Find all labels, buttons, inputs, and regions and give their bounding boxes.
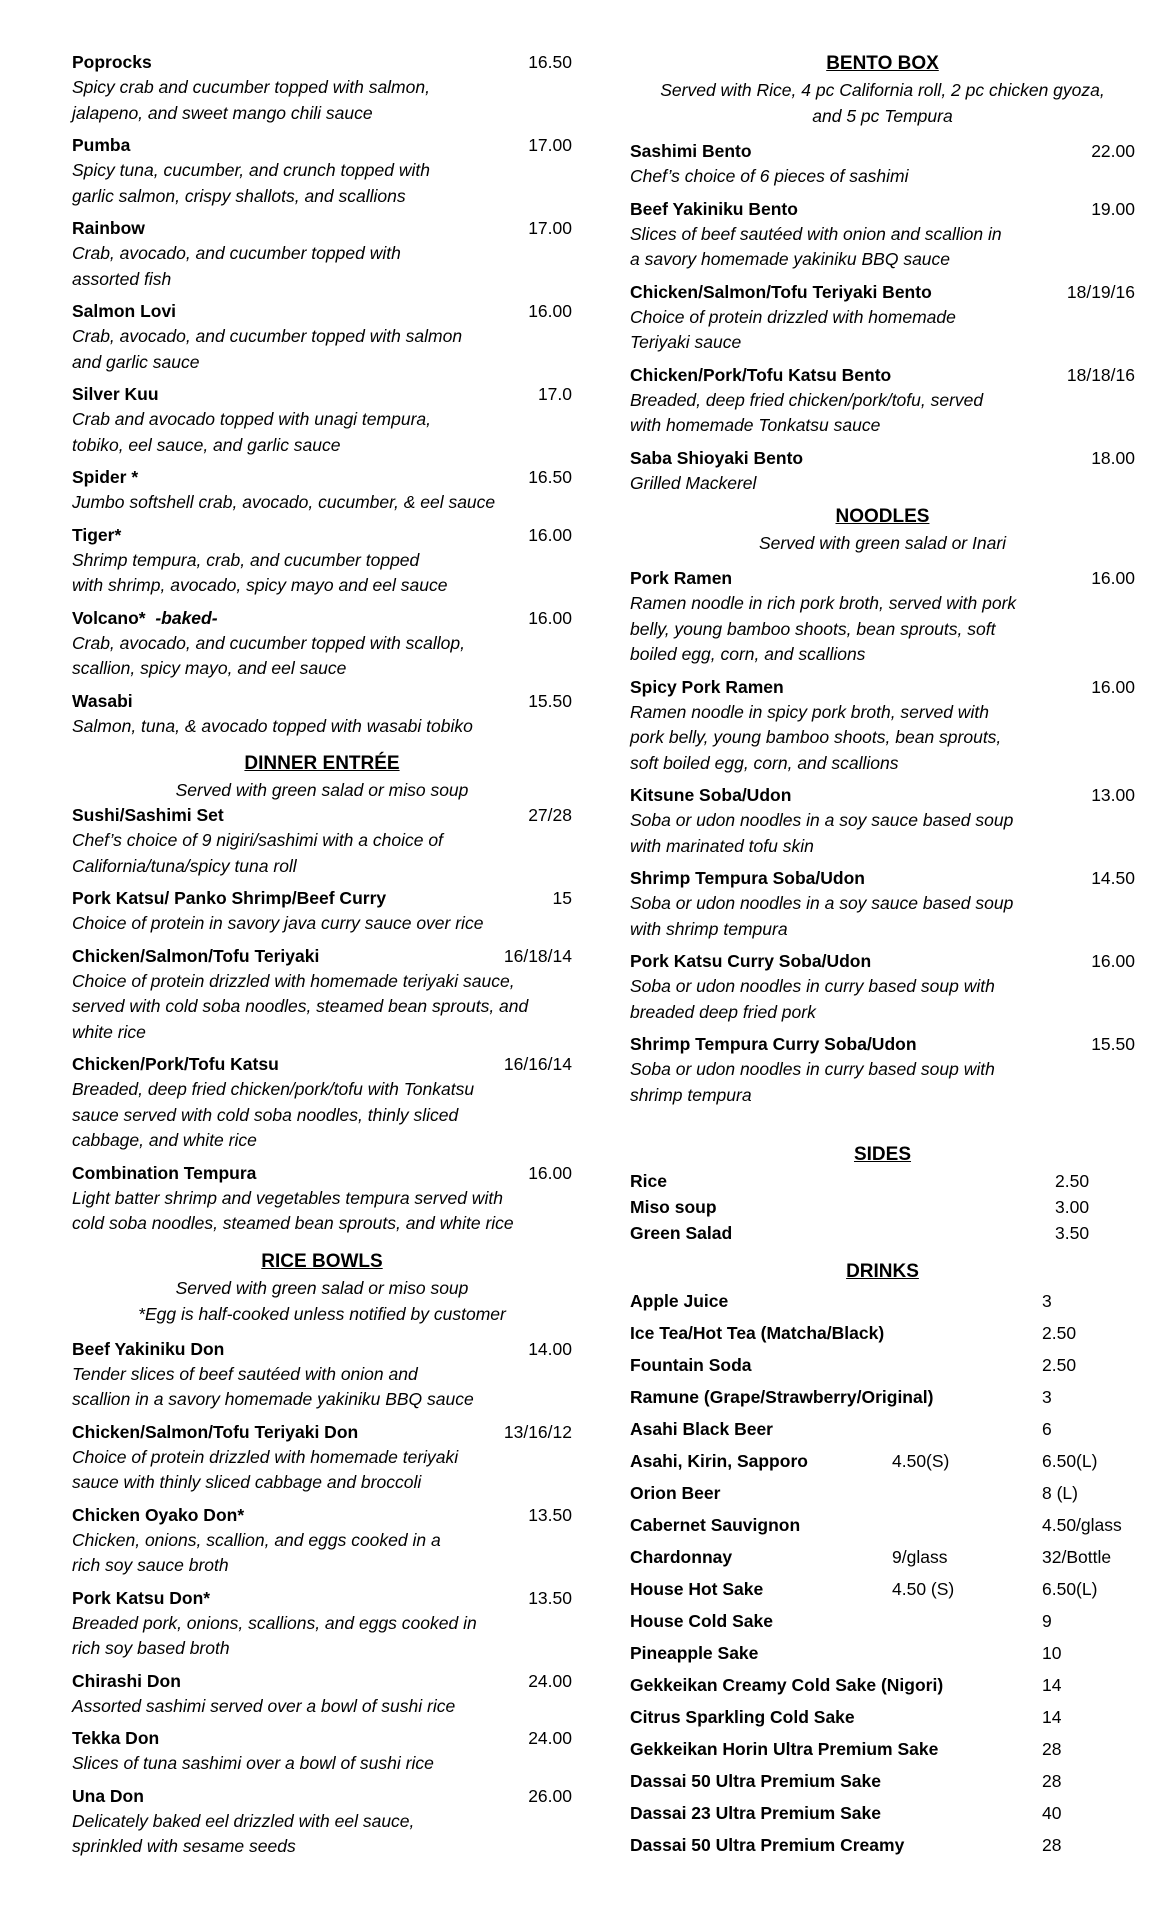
menu-item-description: Light batter shrimp and vegetables tempura served with — [72, 1187, 503, 1208]
menu-item-name: Una Don — [72, 1785, 144, 1806]
drink-item — [630, 1733, 1135, 1765]
menu-item-description: rich soy sauce broth — [72, 1555, 229, 1575]
menu-item-description: Slices of beef sautéed with onion and scallion in — [630, 223, 1002, 244]
menu-item-name: Pork Katsu Don* — [72, 1587, 211, 1608]
menu-item — [630, 197, 1135, 273]
menu-item-price: 13/16/12 — [503, 1421, 572, 1442]
menu-item-price: 19.00 — [1091, 198, 1135, 219]
menu-item-description: Soba or udon noodles in a soy sauce based soup — [630, 810, 1014, 830]
menu-item-price: 13.50 — [528, 1587, 572, 1608]
menu-item-header — [72, 803, 572, 828]
menu-item-header — [72, 523, 572, 548]
menu-item-price: 16.00 — [1091, 568, 1135, 588]
menu-item-header — [630, 363, 1135, 388]
menu-item-price: 15 — [552, 888, 572, 908]
menu-item-header — [72, 689, 572, 714]
menu-item-header — [72, 1420, 572, 1445]
menu-item-description: Breaded, deep fried chicken/pork/tofu with Tonkatsu — [72, 1079, 475, 1099]
menu-item-name: Volcano* -baked- — [72, 607, 218, 628]
menu-item-description: Chef’s choice of 6 pieces of sashimi — [630, 166, 909, 186]
menu-item-price: 16.00 — [528, 607, 572, 628]
menu-item-description: Salmon, tuna, & avocado topped with wasabi tobiko — [72, 715, 473, 736]
dinner-list — [72, 803, 572, 1237]
drink-item-price: 28 — [1042, 1835, 1062, 1855]
menu-item — [72, 606, 572, 682]
drink-item-small-price — [892, 1349, 1042, 1381]
menu-item-description: Soba or udon noodles in a soy sauce based soup — [630, 893, 1014, 913]
menu-item-description: rich soy based broth — [72, 1638, 230, 1658]
menu-item-name: Beef Yakiniku Don — [72, 1338, 225, 1359]
drink-item — [630, 1381, 1135, 1413]
menu-item-description: with shrimp tempura — [630, 918, 788, 939]
menu-item-name: Sushi/Sashimi Set — [72, 805, 224, 825]
menu-item-description: Spicy crab and cucumber topped with salmon, — [72, 77, 430, 97]
menu-item-header — [72, 1052, 572, 1077]
menu-item-header — [72, 1161, 572, 1186]
menu-item-header — [72, 465, 572, 490]
drink-item-price: 6 — [1042, 1419, 1052, 1439]
menu-item-header — [630, 675, 1135, 700]
drink-item-price: 28 — [1042, 1771, 1062, 1791]
drink-item-price: 2.50 — [1042, 1355, 1077, 1375]
drinks-title: DRINKS — [846, 1261, 919, 1282]
menu-item-description: shrimp tempura — [630, 1084, 752, 1105]
menu-item-price: 17.00 — [528, 135, 572, 155]
right-column — [630, 50, 1135, 1861]
menu-item-description: Crab, avocado, and cucumber topped with salmon — [72, 326, 463, 346]
drink-item-name: Apple Juice — [630, 1291, 729, 1311]
drink-item-name: Gekkeikan Creamy Cold Sake (Nigori) — [630, 1675, 944, 1695]
menu-item-description: breaded deep fried pork — [630, 1001, 816, 1022]
drink-item-name: Asahi, Kirin, Sapporo — [630, 1451, 808, 1471]
menu-item-name: Silver Kuu — [72, 384, 159, 404]
drink-item — [630, 1349, 1135, 1381]
rice-bowls-subtitle-2: *Egg is half-cooked unless notified by customer — [138, 1303, 506, 1324]
rice-bowls-subtitle-1: Served with green salad or miso soup — [175, 1277, 469, 1298]
menu-item-name: Spider * — [72, 467, 139, 487]
menu-item-price: 18/19/16 — [1066, 281, 1135, 302]
drink-item-name: Pineapple Sake — [630, 1643, 759, 1663]
menu-item — [72, 1669, 572, 1720]
bento-list — [630, 139, 1135, 496]
menu-item-description: Crab, avocado, and cucumber topped with — [72, 243, 401, 263]
menu-item-description: Choice of protein in savory java curry sauce over rice — [72, 913, 484, 933]
menu-item-name: Shrimp Tempura Soba/Udon — [630, 868, 865, 888]
menu-item-price: 13.00 — [1091, 785, 1135, 805]
left-column — [72, 50, 572, 1867]
drink-item-price: 6.50(L) — [1042, 1579, 1098, 1599]
drink-item — [630, 1573, 1135, 1605]
drink-item-price: 2.50 — [1042, 1323, 1077, 1343]
menu-item-description: belly, young bamboo shoots, bean sprouts, soft — [630, 618, 996, 639]
drink-item-price: 6.50(L) — [1042, 1451, 1098, 1471]
menu-item-header — [72, 1784, 572, 1809]
menu-item — [72, 1052, 572, 1154]
menu-item-header — [72, 606, 572, 631]
menu-item-name: Combination Tempura — [72, 1162, 257, 1183]
drink-item-name: Dassai 50 Ultra Premium Sake — [630, 1771, 881, 1791]
menu-item-header — [630, 566, 1135, 591]
side-item-name: Rice — [630, 1171, 667, 1191]
menu-item-description: white rice — [72, 1021, 146, 1042]
dinner-subtitle: Served with green salad or miso soup — [175, 780, 469, 800]
menu-item-name: Chicken/Salmon/Tofu Teriyaki Bento — [630, 281, 932, 302]
menu-item-description: Delicately baked eel drizzled with eel sauce, — [72, 1810, 415, 1831]
bento-subtitle-1: Served with Rice, 4 pc California roll, 2 pc chicken gyoza, — [660, 80, 1105, 100]
menu-item-description: served with cold soba noodles, steamed bean sprouts, and — [72, 996, 529, 1016]
menu-item-name: Tiger* — [72, 524, 122, 545]
side-item-name: Green Salad — [630, 1223, 733, 1243]
drink-item-name: Citrus Sparkling Cold Sake — [630, 1707, 855, 1727]
menu-item-description: cabbage, and white rice — [72, 1130, 257, 1150]
menu-item-header — [72, 886, 572, 911]
menu-item-header — [630, 1032, 1135, 1057]
drink-item-price: 3 — [1042, 1291, 1052, 1311]
drink-item-price: 9 — [1042, 1611, 1052, 1631]
sides-title: SIDES — [853, 1144, 912, 1165]
menu-item-name: Pumba — [72, 135, 131, 155]
menu-item-description: with marinated tofu skin — [630, 835, 814, 856]
drink-item-price: 14 — [1042, 1675, 1062, 1695]
drink-item-name: Ramune (Grape/Strawberry/Original) — [630, 1387, 934, 1407]
menu-item — [630, 949, 1135, 1025]
drink-item-small-price — [892, 1317, 1042, 1349]
drink-item-price: 10 — [1042, 1643, 1062, 1663]
menu-item-name: Shrimp Tempura Curry Soba/Udon — [630, 1034, 917, 1054]
drink-item — [630, 1669, 1135, 1701]
menu-item-price: 16.00 — [528, 1162, 572, 1183]
drink-item — [630, 1605, 1135, 1637]
menu-item — [630, 675, 1135, 777]
menu-item-description: Soba or udon noodles in curry based soup with — [630, 976, 995, 996]
drink-item — [630, 1413, 1135, 1445]
menu-item-header — [72, 50, 572, 75]
drink-item-small-price: 9/glass — [892, 1547, 948, 1567]
menu-item-price: 16/18/14 — [503, 945, 572, 966]
menu-item-header — [72, 382, 572, 407]
menu-item-description: Slices of tuna sashimi over a bowl of sushi rice — [72, 1753, 434, 1773]
menu-item — [630, 363, 1135, 439]
drink-item — [630, 1509, 1135, 1541]
menu-item — [72, 523, 572, 599]
drink-item-name: Asahi Black Beer — [630, 1419, 773, 1439]
menu-item-name: Wasabi — [72, 690, 133, 711]
menu-item-name: Chicken/Pork/Tofu Katsu Bento — [630, 364, 892, 385]
menu-item-name: Saba Shioyaki Bento — [630, 447, 804, 468]
drink-item-small-price — [892, 1829, 1042, 1861]
drink-item-small-price — [892, 1605, 1042, 1637]
menu-item-description: pork belly, young bamboo shoots, bean sprouts, — [630, 727, 1002, 747]
menu-item-description: sprinkled with sesame seeds — [72, 1836, 296, 1856]
drink-item — [630, 1829, 1135, 1861]
drink-item-price: 28 — [1042, 1739, 1062, 1759]
menu-item-note: -baked- — [145, 607, 218, 628]
menu-item-price: 24.00 — [528, 1670, 572, 1691]
menu-item-price: 16.50 — [528, 52, 572, 72]
menu-item-description: Ramen noodle in spicy pork broth, served with — [630, 701, 989, 722]
menu-item-name: Pork Katsu Curry Soba/Udon — [630, 951, 872, 971]
menu-item-price: 27/28 — [528, 805, 572, 825]
drink-item-small-price — [892, 1381, 1042, 1413]
menu-item — [630, 866, 1135, 942]
menu-item-price: 13.50 — [528, 1504, 572, 1525]
menu-item-description: sauce with thinly sliced cabbage and broccoli — [72, 1472, 422, 1492]
menu-item-description: Chef’s choice of 9 nigiri/sashimi with a choice of — [72, 830, 443, 850]
menu-item-description: Soba or udon noodles in curry based soup with — [630, 1059, 995, 1079]
side-item-price: 2.50 — [1055, 1171, 1090, 1191]
menu-item — [72, 1337, 572, 1413]
menu-item-header — [630, 197, 1135, 222]
bento-title: BENTO BOX — [826, 53, 939, 74]
drink-item-small-price: 4.50(S) — [892, 1451, 950, 1471]
rice-bowls-list — [72, 1337, 572, 1860]
menu-item — [630, 1032, 1135, 1108]
rolls-list — [72, 50, 572, 739]
noodles-title: NOODLES — [835, 506, 930, 527]
menu-item-name: Kitsune Soba/Udon — [630, 785, 792, 805]
side-item-name: Miso soup — [630, 1197, 717, 1217]
menu-item-description: a savory homemade yakiniku BBQ sauce — [630, 249, 951, 269]
drink-item — [630, 1541, 1135, 1573]
menu-item-description: Breaded pork, onions, scallions, and eggs cooked in — [72, 1612, 477, 1633]
menu-item-header — [72, 944, 572, 969]
drink-item-name: Fountain Soda — [630, 1355, 752, 1375]
drink-item-small-price — [892, 1509, 1042, 1541]
menu-item-header — [72, 1726, 572, 1751]
menu-item-description: Shrimp tempura, crab, and cucumber topped — [72, 549, 420, 570]
menu-item-name: Chirashi Don — [72, 1670, 181, 1691]
menu-item-description: with homemade Tonkatsu sauce — [630, 415, 881, 435]
menu-item-description: boiled egg, corn, and scallions — [630, 644, 866, 664]
menu-item — [72, 1503, 572, 1579]
menu-item — [630, 280, 1135, 356]
drink-item-name: Ice Tea/Hot Tea (Matcha/Black) — [630, 1323, 885, 1343]
menu-item-name: Rainbow — [72, 218, 145, 238]
menu-item-description: jalapeno, and sweet mango chili sauce — [72, 102, 373, 123]
dinner-title: DINNER ENTRÉE — [244, 753, 400, 774]
side-item-price: 3.00 — [1055, 1197, 1090, 1217]
menu-item-header — [72, 1337, 572, 1362]
menu-item-price: 24.00 — [528, 1728, 572, 1748]
drink-item-small-price — [892, 1285, 1042, 1317]
menu-item-header — [72, 299, 572, 324]
drink-item-name: Cabernet Sauvignon — [630, 1515, 801, 1535]
drink-item-name: House Hot Sake — [630, 1579, 764, 1599]
menu-item-name: Spicy Pork Ramen — [630, 676, 784, 697]
menu-item-description: Breaded, deep fried chicken/pork/tofu, served — [630, 389, 984, 410]
menu-item — [72, 382, 572, 458]
menu-item-header — [72, 1669, 572, 1694]
drink-item-price: 4.50/glass — [1042, 1515, 1122, 1535]
menu-item — [72, 1784, 572, 1860]
menu-item-price: 14.00 — [528, 1338, 572, 1359]
menu-item — [72, 1586, 572, 1662]
menu-item-description: garlic salmon, crispy shallots, and scallions — [72, 185, 406, 206]
menu-item-name: Chicken Oyako Don* — [72, 1504, 245, 1525]
menu-item-price: 18/18/16 — [1066, 364, 1135, 385]
menu-item-description: Crab and avocado topped with unagi tempura, — [72, 409, 431, 429]
menu-item-description: Teriyaki sauce — [630, 332, 742, 352]
drink-item-name: Gekkeikan Horin Ultra Premium Sake — [630, 1739, 939, 1759]
menu-item-price: 16/16/14 — [503, 1054, 572, 1074]
menu-item-price: 16.50 — [528, 467, 572, 487]
drink-item-small-price — [892, 1797, 1042, 1829]
menu-item-description: Chicken, onions, scallion, and eggs cooked in a — [72, 1529, 441, 1550]
menu-item-price: 16.00 — [1091, 676, 1135, 697]
menu-item-description: Jumbo softshell crab, avocado, cucumber, & eel sauce — [72, 492, 496, 512]
menu-item-header — [630, 446, 1135, 471]
menu-item — [72, 216, 572, 292]
drink-item — [630, 1285, 1135, 1317]
side-item-price: 3.50 — [1055, 1223, 1090, 1243]
menu-item-description: Choice of protein drizzled with homemade — [630, 306, 956, 327]
drinks-list — [630, 1285, 1135, 1861]
menu-item-name: Chicken/Pork/Tofu Katsu — [72, 1054, 279, 1074]
menu-item-header — [72, 133, 572, 158]
menu-item-description: sauce served with cold soba noodles, thinly sliced — [72, 1104, 459, 1125]
menu-item — [72, 886, 572, 937]
menu-item-description: Choice of protein drizzled with homemade teriyaki sauce, — [72, 970, 515, 991]
rice-bowls-title: RICE BOWLS — [261, 1250, 383, 1272]
menu-item — [72, 133, 572, 209]
menu-item — [72, 689, 572, 740]
drink-item-name: Dassai 50 Ultra Premium Creamy — [630, 1835, 905, 1855]
menu-item-header — [630, 866, 1135, 891]
side-item — [630, 1168, 1135, 1194]
menu-item-description: tobiko, eel sauce, and garlic sauce — [72, 434, 341, 455]
menu-item-price: 16.00 — [528, 524, 572, 545]
menu-item-description: and garlic sauce — [72, 351, 200, 372]
menu-item-name: Tekka Don — [72, 1728, 160, 1748]
menu-item — [630, 783, 1135, 859]
menu-item-description: Crab, avocado, and cucumber topped with scallop, — [72, 632, 466, 653]
menu-item-price: 18.00 — [1091, 447, 1135, 468]
side-item — [630, 1220, 1135, 1246]
menu-item-description: assorted fish — [72, 268, 172, 289]
menu-item-name: Chicken/Salmon/Tofu Teriyaki — [72, 945, 320, 966]
menu-item-price: 15.50 — [1091, 1034, 1135, 1054]
drink-item — [630, 1445, 1135, 1477]
menu-item-header — [72, 216, 572, 241]
menu-item — [72, 1161, 572, 1237]
drink-item — [630, 1637, 1135, 1669]
drink-item-small-price — [892, 1637, 1042, 1669]
menu-item-description: Choice of protein drizzled with homemade teriyaki — [72, 1446, 459, 1467]
drink-item-name: House Cold Sake — [630, 1611, 773, 1631]
menu-item-header — [630, 949, 1135, 974]
menu-item-name: Beef Yakiniku Bento — [630, 198, 798, 219]
menu-item-name: Salmon Lovi — [72, 301, 177, 321]
menu-item-description: with shrimp, avocado, spicy mayo and eel sauce — [72, 575, 448, 595]
side-item — [630, 1194, 1135, 1220]
drink-item-name: Orion Beer — [630, 1483, 721, 1503]
drink-item-price: 14 — [1042, 1707, 1062, 1727]
drink-item-price: 3 — [1042, 1387, 1052, 1407]
menu-item-price: 22.00 — [1091, 141, 1135, 161]
menu-item-description: cold soba noodles, steamed bean sprouts, and white rice — [72, 1213, 514, 1233]
menu-item-description: Ramen noodle in rich pork broth, served with pork — [630, 593, 1017, 613]
menu-item-header — [72, 1503, 572, 1528]
drink-item — [630, 1477, 1135, 1509]
drink-item — [630, 1765, 1135, 1797]
menu-item-name: Pork Katsu/ Panko Shrimp/Beef Curry — [72, 888, 387, 908]
drink-item-small-price — [892, 1701, 1042, 1733]
menu-item — [72, 944, 572, 1046]
drink-item-small-price — [892, 1733, 1042, 1765]
menu-item-description: Spicy tuna, cucumber, and crunch topped with — [72, 160, 430, 180]
menu-item-name: Poprocks — [72, 52, 152, 72]
drink-item-name: Chardonnay — [630, 1547, 733, 1567]
drink-item — [630, 1701, 1135, 1733]
drink-item — [630, 1317, 1135, 1349]
menu-item — [72, 1726, 572, 1777]
menu-item-name: Chicken/Salmon/Tofu Teriyaki Don — [72, 1421, 359, 1442]
menu-item-description: Tender slices of beef sautéed with onion and — [72, 1363, 418, 1384]
menu-item-price: 14.50 — [1091, 868, 1135, 888]
menu-item-description: California/tuna/spicy tuna roll — [72, 855, 297, 876]
menu-item-price: 17.00 — [528, 218, 572, 238]
menu-item-description: Grilled Mackerel — [630, 472, 757, 493]
drink-item-name: Dassai 23 Ultra Premium Sake — [630, 1803, 881, 1823]
drink-item-price: 32/Bottle — [1042, 1547, 1112, 1567]
menu-item-description: scallion, spicy mayo, and eel sauce — [72, 658, 347, 678]
menu-item-name: Sashimi Bento — [630, 141, 752, 161]
menu-item — [72, 1420, 572, 1496]
menu-item-price: 16.00 — [1091, 951, 1135, 971]
drink-item — [630, 1797, 1135, 1829]
drink-item-small-price — [892, 1477, 1042, 1509]
menu-item-price: 17.0 — [537, 384, 572, 404]
menu-item — [630, 446, 1135, 497]
menu-item — [72, 299, 572, 375]
drink-item-small-price — [892, 1765, 1042, 1797]
menu-item — [72, 465, 572, 516]
menu-item-price: 16.00 — [528, 301, 572, 321]
noodles-subtitle: Served with green salad or Inari — [758, 533, 1007, 553]
menu-item — [72, 803, 572, 879]
menu-item-description: soft boiled egg, corn, and scallions — [630, 752, 899, 773]
menu-item — [630, 566, 1135, 668]
menu-item-header — [630, 139, 1135, 164]
menu-item-header — [630, 280, 1135, 305]
drink-item-small-price: 4.50 (S) — [892, 1579, 955, 1599]
menu-item — [72, 50, 572, 126]
menu-item-price: 15.50 — [528, 690, 572, 711]
drink-item-small-price — [892, 1413, 1042, 1445]
menu-item-header — [630, 783, 1135, 808]
noodles-list — [630, 566, 1135, 1108]
menu-item-description: Assorted sashimi served over a bowl of sushi rice — [72, 1695, 456, 1716]
menu-item-name: Pork Ramen — [630, 568, 733, 588]
menu-item-header — [72, 1586, 572, 1611]
drink-item-price: 40 — [1042, 1803, 1062, 1823]
menu-item-description: scallion in a savory homemade yakiniku BBQ sauce — [72, 1389, 474, 1409]
menu-item — [630, 139, 1135, 190]
bento-subtitle-2: and 5 pc Tempura — [812, 106, 953, 126]
drink-item-price: 8 (L) — [1042, 1483, 1078, 1503]
sides-list — [630, 1168, 1135, 1246]
drink-item-small-price — [892, 1669, 1042, 1701]
menu-item-price: 26.00 — [528, 1785, 572, 1806]
